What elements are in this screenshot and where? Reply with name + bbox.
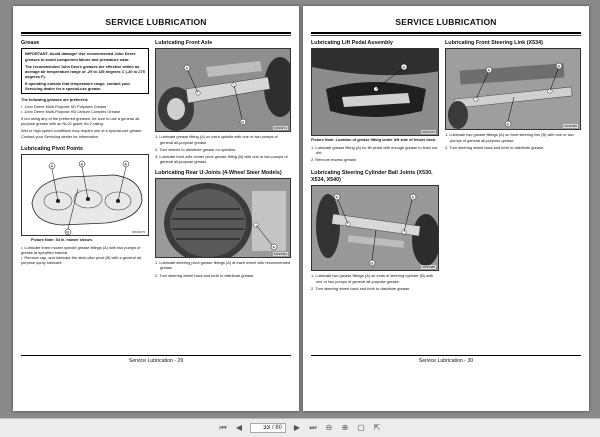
footer-rule [311, 355, 581, 356]
mower-deck-drawing [22, 155, 149, 236]
ball-joints-photo [312, 186, 439, 271]
callout-label: B [370, 260, 374, 266]
rear-ujoints-heading: Lubricating Rear U-Joints (4-Wheel Steer Models) [155, 169, 282, 176]
list-item: 1. Lubricate grease fitting (A) for lift pedal with enough grease to flush out dirt. [311, 145, 438, 156]
lift-pedal-photo [312, 49, 439, 136]
front-axle-heading: Lubricating Front Axle [155, 40, 213, 46]
preferred-label: The following greases are preferred: [21, 97, 89, 103]
list-item: 1. Lubricate two grease fittings (A) on ends of steering cylinder (B) with one or two pumps of general all-purpose grease. [311, 273, 433, 284]
callout-label: B [506, 121, 510, 127]
lift-pedal-steps [311, 145, 439, 162]
page-number-input[interactable] [254, 425, 270, 431]
figure-steering-link [445, 48, 581, 130]
first-page-icon[interactable]: ⏮ [219, 423, 227, 432]
figure-code: MX36380 [564, 124, 577, 129]
list-item: 1. Lubricate steering pivot grease fittings (A) at each wheel with recommended grease. [155, 260, 291, 271]
figure-code: MX36384 [274, 252, 287, 257]
zoom-out-icon[interactable]: ⊖ [325, 423, 333, 432]
pivot-heading: Lubricating Pivot Points [21, 145, 83, 152]
callout-label: B [241, 119, 245, 125]
page-header: SERVICE LUBRICATION [395, 17, 497, 27]
list-item: 2. Turn steering wheel back and forth to distribute grease. [311, 285, 411, 291]
ball-joints-steps [311, 273, 439, 290]
callout-label: A [185, 65, 189, 71]
left-column-a [21, 40, 149, 267]
list-item: • Remove cap, and lubricate the deck idler pivot (B) with a general all-purpose spray lubricant. [21, 255, 149, 265]
callout-label: A [402, 64, 406, 70]
footer-rule [21, 355, 291, 356]
list-item: 2. Turn wheels to distribute grease on spindles. [155, 146, 237, 152]
figure-front-axle [155, 48, 291, 132]
notice-line: IMPORTANT: Avoid damage! Use recommended John Deere greases to avoid component failure and premature wear. [25, 51, 136, 62]
ball-joints-heading: Lubricating Steering Cylinder Ball Joints (X530, X534, X540) [311, 170, 433, 183]
front-axle-steps [155, 134, 291, 163]
right-column-b [445, 40, 581, 152]
figure-lift-pedal [311, 48, 439, 136]
figure-code: MX36275 [132, 230, 145, 235]
grease-heading: Grease [21, 40, 40, 46]
notice-line: If operating outside that temperature range, contact your Servicing dealer for a special-use grease. [25, 80, 131, 91]
list-item: 1. Lubricate grease fitting (A) on each spindle with one or two pumps of general all-purpose grease. [155, 134, 278, 145]
list-item: • John Deere Multi-Purpose HD Lithium Complex Grease [21, 109, 149, 114]
list-item: 2. Remove excess grease. [311, 157, 358, 163]
callout-label: A [557, 63, 561, 69]
page-indicator [250, 423, 286, 433]
figure-mower-deck [21, 154, 149, 236]
list-item: 2. Turn steering wheel back and forth to distribute grease. [445, 144, 545, 150]
figure-rear-ujoints [155, 178, 291, 258]
zoom-in-icon[interactable]: ⊕ [341, 423, 349, 432]
list-item: • John Deere Multi-Purpose SD Polyurea Grease [21, 104, 149, 109]
callout-label: A [272, 244, 276, 250]
page-footer: Service Lubrication - 29 [128, 358, 184, 364]
previous-page-icon[interactable]: ◀ [235, 423, 243, 432]
figure-code: MX36271 [274, 126, 287, 131]
callout-label: B [66, 229, 70, 235]
rear-wheel-photo [156, 179, 291, 258]
preferred-list [21, 104, 149, 114]
grease-paragraph: Wet or high speed conditions may require use of a special-use grease. Contact your Servicing dealer for information. [21, 128, 143, 139]
callout-label: A [487, 67, 491, 73]
pivot-steps [21, 245, 149, 265]
callout-label: A [335, 194, 339, 200]
page-total: / 80 [271, 425, 282, 431]
left-column-b [155, 40, 291, 280]
list-item: • Lubricate three mower spindle grease fittings (A) with two pumps of grease at specified interval. [21, 245, 149, 255]
figure-code: MX36370 [422, 130, 435, 135]
steering-link-photo [446, 49, 581, 130]
callout-label: A [411, 194, 415, 200]
header-subrule [21, 35, 291, 36]
fit-page-icon[interactable]: ▢ [357, 423, 365, 432]
last-page-icon[interactable]: ⏭ [309, 423, 317, 432]
next-page-icon[interactable]: ▶ [293, 423, 301, 432]
header-rule [311, 32, 581, 34]
callout-label: A [124, 161, 128, 167]
callout-label: A [50, 163, 54, 169]
grease-notice-box [21, 48, 149, 94]
list-item: 1. Lubricate two grease fittings (A) on front steering link (B) with one or two pumps of general all-purpose grease. [445, 132, 574, 143]
callout-label: A [80, 161, 84, 167]
steering-link-heading: Lubricating Front Steering Link (X534) [445, 40, 543, 46]
page-left [13, 6, 299, 411]
notice-line: The recommended John Deere greases are effective within an average air temperature range of -29 to 135 degrees C (-20 to 275 degrees F). [25, 63, 145, 79]
viewer-toolbar [0, 418, 600, 437]
picture-note: Picture Note: Location of grease fitting under left side of fender deck. [311, 138, 437, 143]
front-axle-photo [156, 49, 291, 132]
list-item: 2. Turn steering wheel back and forth to distribute grease. [155, 272, 255, 278]
lift-pedal-heading: Lubricating Lift Pedal Assembly [311, 40, 393, 46]
figure-ball-joints [311, 185, 439, 271]
rear-ujoints-steps [155, 260, 291, 277]
list-item: 3. Lubricate front axle center pivot grease fitting (B) with one or two pumps of general all-purpose grease. [155, 153, 288, 164]
right-column-a [311, 40, 439, 293]
page-right [303, 6, 589, 411]
header-rule [21, 32, 291, 34]
grease-paragraph: If not using any of the preferred greases, be sure to use a general all-purpose grease with an NLGI grade No.2 rating. [21, 116, 141, 127]
steering-link-steps [445, 132, 581, 149]
header-subrule [311, 35, 581, 36]
fullscreen-icon[interactable]: ⇱ [373, 423, 381, 432]
page-footer: Service Lubrication - 30 [418, 358, 474, 364]
figure-code: MX36385 [422, 265, 435, 270]
page-header: SERVICE LUBRICATION [105, 17, 207, 27]
picture-note: Picture Note: 54 in. mower shown. [31, 238, 93, 243]
